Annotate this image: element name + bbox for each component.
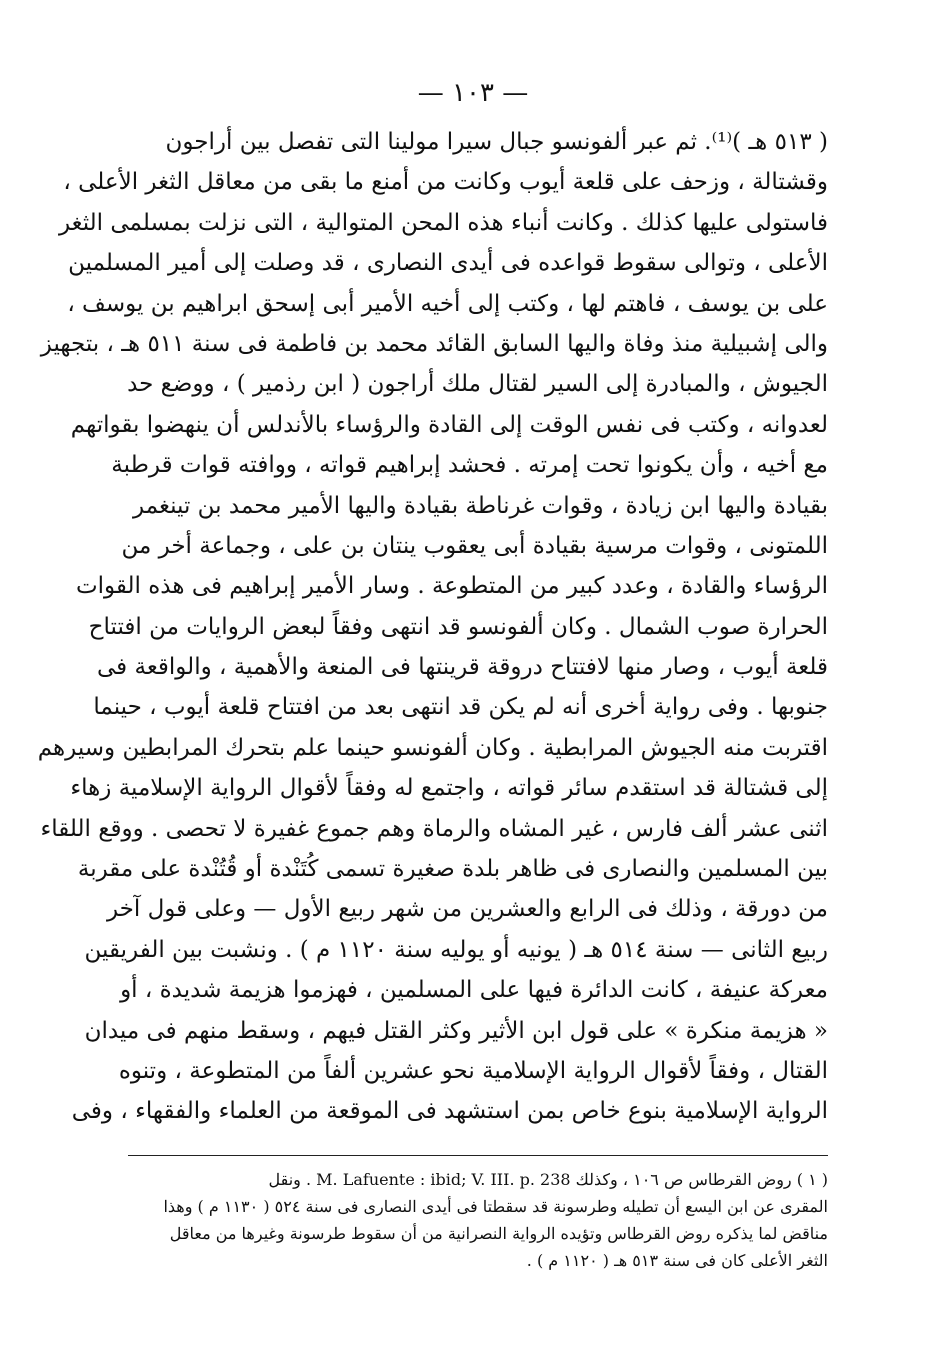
body-line: بين المسلمين والنصارى فى ظاهر بلدة صغيرة تسمى كُتَنْدة أو قُتُنْدة على مقربة bbox=[77, 856, 828, 883]
body-line: اثنى عشر ألف فارس ، غير المشاه والرماة وهم جموع غفيرة لا تحصى . ووقع اللقاء bbox=[40, 815, 828, 842]
body-line: اقتربت منه الجيوش المرابطية . وكان ألفونسو حينما علم بتحرك المرابطين وسيرهم bbox=[37, 734, 828, 761]
body-line: الأعلى ، وتوالى سقوط قواعده فى أيدى النصارى ، قد وصلت إلى أمير المسلمين bbox=[68, 250, 828, 277]
footnote-line: المقرى عن ابن اليسع أن تطيله وطرسونة قد سقطتا فى أيدى النصارى فى سنة ٥٢٤ ( ١١٣٠ م ) وهذا bbox=[163, 1197, 828, 1216]
body-line: على بن يوسف ، فاهتم لها ، وكتب إلى أخيه الأمير أبى إسحق ابراهيم بن يوسف ، bbox=[67, 290, 828, 317]
body-line: اللمتونى ، وقوات مرسية بقيادة أبى يعقوب ينتان بن على ، وجماعة أخر من bbox=[121, 532, 828, 559]
footnote-line: مناقض لما يذكره روض القرطاس وتؤيده الرواية النصرانية من أن سقوط طرسونة وغيرها من معاقل bbox=[169, 1224, 828, 1243]
body-line: فاستولى عليها كذلك . وكانت أنباء هذه المحن المتوالية ، التى نزلت بمسلمى الثغر bbox=[58, 209, 828, 236]
body-line: إلى قشتالة قد استقدم سائر قواته ، واجتمع له وفقاً لأقوال الرواية الإسلامية زهاء bbox=[70, 775, 828, 802]
body-line: قلعة أيوب ، وصار منها لافتتاح دروقة قرينتها فى المنعة والأهمية ، والواقعة فى bbox=[97, 654, 828, 681]
footnotes bbox=[128, 1166, 828, 1274]
body-line: القتال ، وفقاً لأقوال الرواية الإسلامية نحو عشرين ألفاً من المتطوعة ، وتنوه bbox=[118, 1057, 828, 1084]
page-number: — ١٠٣ — bbox=[417, 78, 529, 108]
body-line: ربيع الثانى — سنة ٥١٤ هـ ( يونيه أو يوليه سنة ١١٢٠ م ) . ونشبت بين الفريقين bbox=[84, 936, 828, 963]
body-line: جنوبها . وفى رواية أخرى أنه لم يكن قد انتهى بعد من افتتاح قلعة أيوب ، حينما bbox=[93, 694, 828, 721]
body-line: مع أخيه ، وأن يكونوا تحت إمرته . فحشد إبراهيم قواته ، ووافته قوات قرطبة bbox=[111, 452, 828, 479]
body-line: الرؤساء والقادة ، وعدد كبير من المتطوعة . وسار الأمير إبراهيم فى هذه القوات bbox=[75, 573, 828, 600]
body-line: الرواية الإسلامية بنوع خاص بمن استشهد فى الموقعة من العلماء والفقهاء ، وفى bbox=[71, 1098, 828, 1125]
footnote-divider bbox=[128, 1155, 828, 1156]
body-line: بقيادة واليها ابن زيادة ، وقوات غرناطة بقيادة واليها الأمير محمد بن تينغمر bbox=[133, 492, 828, 519]
body-line: ( ٥١٣ هـ )⁽¹⁾. ثم عبر ألفونسو جبال سيرا مولينا التى تفصل بين أراجون bbox=[165, 129, 828, 155]
body-text bbox=[37, 122, 828, 1127]
body-line: لعدوانه ، وكتب فى نفس الوقت إلى القادة والرؤساء بالأندلس أن ينهضوا بقواتهم bbox=[70, 411, 828, 438]
body-line: وقشتالة ، وزحف على قلعة أيوب وكانت من أمنع ما بقى من معاقل الثغر الأعلى ، bbox=[63, 169, 828, 196]
body-line: معركة عنيفة ، كانت الدائرة فيها على المسلمين ، فهزموا هزيمة شديدة ، أو bbox=[120, 977, 828, 1004]
body-line: الحرارة صوب الشمال . وكان ألفونسو قد انتهى وفقاً لبعض الروايات من افتتاح bbox=[88, 613, 828, 640]
body-line: الجيوش ، والمبادرة إلى السير لقتال ملك أراجون ( ابن رذمير ) ، ووضع حد bbox=[127, 371, 828, 398]
body-line: « هزيمة منكرة » على قول ابن الأثير وكثر القتل فيهم ، وسقط منهم فى ميدان bbox=[84, 1017, 828, 1044]
footnote-line: الثغر الأعلى كان فى سنة ٥١٣ هـ ( ١١٢٠ م ) . bbox=[526, 1251, 828, 1270]
footnote-line: ( ١ ) روض القرطاس ص ١٠٦ ، وكذلك M. Lafuente : ibid; V. III. p. 238 . ونقل bbox=[268, 1170, 828, 1189]
body-line: والى إشبيلية منذ وفاة واليها السابق القائد محمد بن فاطمة فى سنة ٥١١ هـ ، بتجهيز bbox=[40, 330, 828, 357]
body-line: من دورقة ، وذلك فى الرابع والعشرين من شهر ربيع الأول — وعلى قول آخر bbox=[106, 896, 828, 923]
